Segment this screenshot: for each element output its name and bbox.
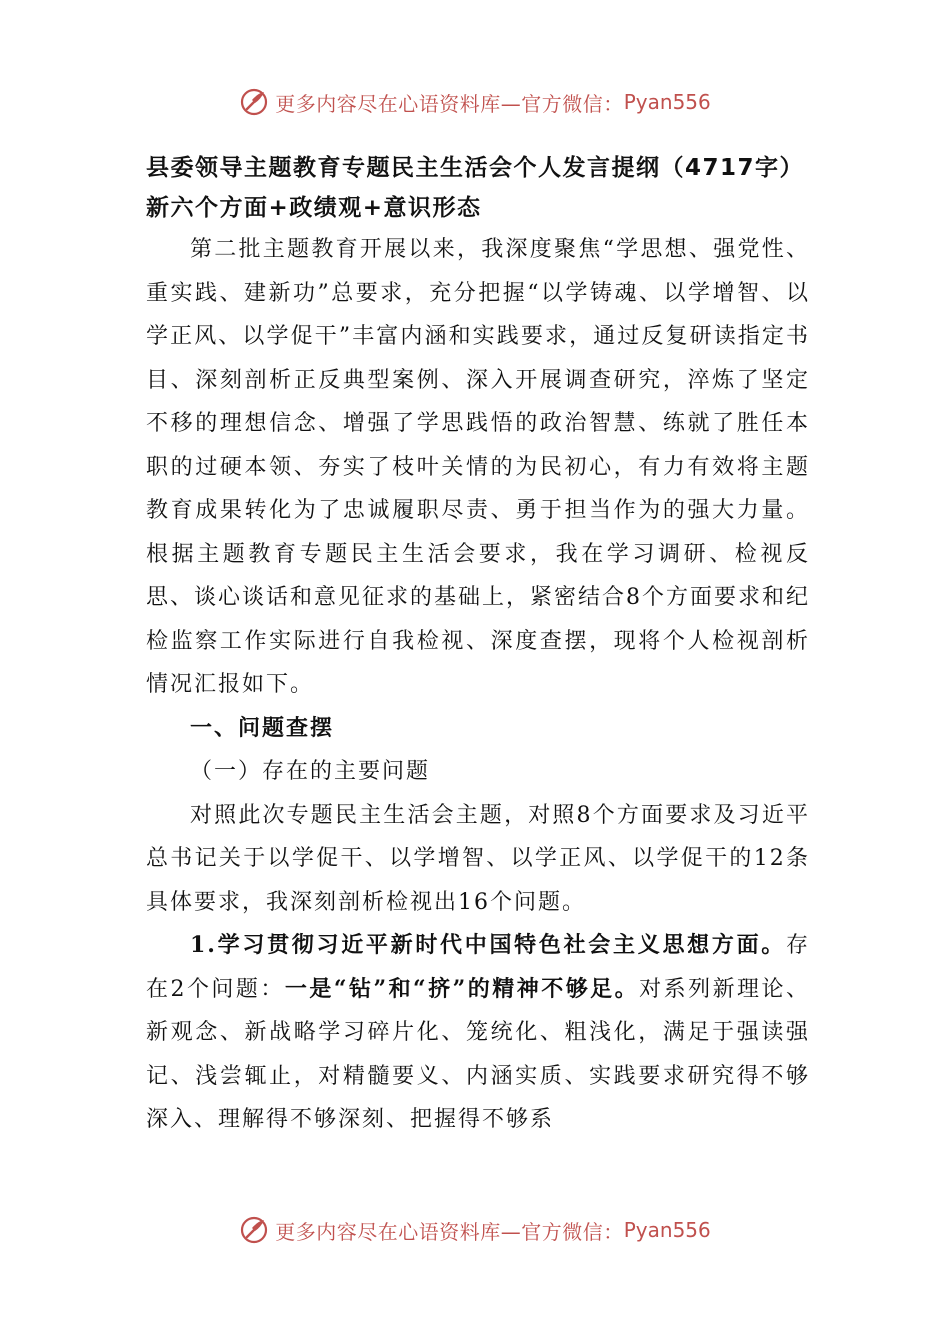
item1-prefix: 存在2个问题： (146, 933, 810, 1002)
watermark-text: 更多内容尽在心语资料库—官方微信： (275, 91, 624, 116)
watermark-wechat-id: Pyan556 (623, 90, 711, 114)
watermark-text: 更多内容尽在心语资料库—官方微信： (275, 1219, 624, 1244)
document-title: 县委领导主题教育专题民主生活会个人发言提纲（4717字）新六个方面+政绩观+意识形态 (146, 155, 805, 221)
watermark-footer (0, 1210, 950, 1250)
document-body (146, 148, 810, 1142)
item1-paragraph (146, 924, 810, 1142)
item1-heading: 1.学习贯彻习近平新时代中国特色社会主义思想方面。 (190, 932, 786, 958)
quill-logo-icon (239, 87, 269, 117)
intro-paragraph: 第二批主题教育开展以来，我深度聚焦“学思想、强党性、重实践、建新功”总要求，充分把握“以学铸魂、以学增智、以学正风、以学促干”丰富内涵和实践要求，通过反复研读指定书目、深刻剖析正反典型案例、深入开展调查研究，淬炼了坚定不移的理想信念、增强了学思践悟的政治智慧、练就了胜任本职的过硬本领、夯实了枝叶关情的为民初心，有力有效将主题教育成果转化为了忠诚履职尽责、勇于担当作为的强大力量。根据主题教育专题民主生活会要求，我在学习调研、检视反思、谈心谈话和意见征求的基础上，紧密结合8个方面要求和纪检监察工作实际进行自我检视、深度查摆，现将个人检视剖析情况汇报如下。 (146, 237, 810, 697)
subsection-heading-main-problems: （一）存在的主要问题 (190, 759, 431, 784)
section-heading-problems: 一、问题查摆 (190, 715, 335, 741)
problems-summary-paragraph: 对照此次专题民主生活会主题，对照8个方面要求及习近平总书记关于以学促干、以学增智、以学正风、以学促干的12条具体要求，我深刻剖析检视出16个问题。 (146, 802, 810, 915)
quill-logo-icon (239, 1215, 269, 1245)
watermark-header (0, 82, 950, 122)
watermark-wechat-id: Pyan556 (623, 1218, 711, 1242)
item1-text: 对系列新理论、新观念、新战略学习碎片化、笼统化、粗浅化，满足于强读强记、浅尝辄止，对精髓要义、内涵实质、实践要求研究得不够深入、理解得不够深刻、把握得不够系 (146, 976, 811, 1132)
item1-point: 一是“钻”和“挤”的精神不够足。 (284, 975, 640, 1002)
